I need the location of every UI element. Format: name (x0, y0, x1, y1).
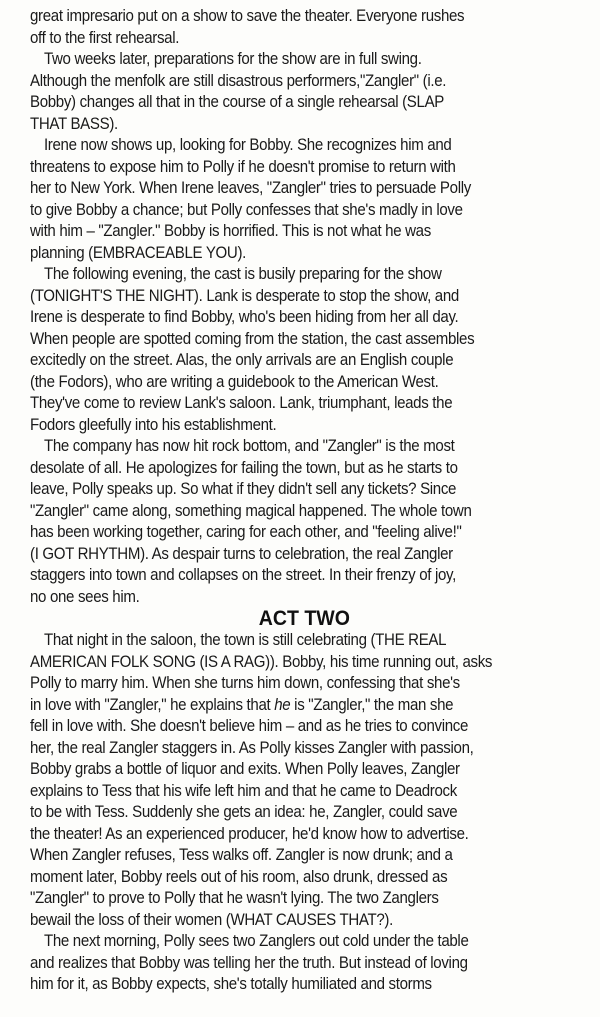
text-line: Irene now shows up, looking for Bobby. She recognizes him and (43, 136, 452, 154)
text-line: her, the real Zangler staggers in. As Polly kisses Zangler with passion, (30, 738, 474, 757)
synopsis-column (30, 6, 543, 996)
text-line: (TONIGHT'S THE NIGHT). Lank is desperate to stop the show, and (30, 286, 459, 305)
paragraph (30, 49, 543, 135)
text-line: has been working together, caring for each other, and "feeling alive!" (30, 523, 462, 541)
text-line: moment later, Bobby reels out of his room, also drunk, dressed as (30, 867, 448, 886)
text-line: in love with "Zangler," he explains that he is "Zangler," the man she (30, 695, 454, 714)
text-line: leave, Polly speaks up. So what if they didn't sell any tickets? Since (30, 480, 457, 498)
text-line: (I GOT RHYTHM). As despair turns to celebration, the real Zangler (30, 544, 453, 563)
text-line: AMERICAN FOLK SONG (IS A RAG)). Bobby, his time running out, asks (30, 652, 493, 671)
text-line: Although the menfolk are still disastrous performers,"Zangler" (i.e. (30, 71, 447, 90)
text-line: "Zangler" came along, something magical happened. The whole town (30, 501, 472, 520)
text-line: desolate of all. He apologizes for failing the town, but as he starts to (30, 458, 458, 477)
text-line: Fodors gleefully into his establishment. (30, 415, 277, 434)
text-line: her to New York. When Irene leaves, "Zangler" tries to persuade Polly (30, 179, 471, 197)
text-line: They've come to review Lank's saloon. Lank, triumphant, leads the (30, 394, 453, 412)
text-line: The next morning, Polly sees two Zanglers out cold under the table (43, 932, 469, 950)
text-line: Irene is desperate to find Bobby, who's been hiding from her all day. (30, 308, 459, 326)
text-line: staggers into town and collapses on the street. In their frenzy of joy, (30, 566, 456, 584)
text-line: That night in the saloon, the town is still celebrating (THE REAL (43, 631, 447, 649)
text-line: explains to Tess that his wife left him and that he came to Deadrock (30, 781, 457, 800)
text-line: and realizes that Bobby was telling her the truth. But instead of loving (30, 953, 468, 972)
paragraph (30, 436, 543, 608)
text-line: excitedly on the street. Alas, the only arrivals are an English couple (30, 351, 454, 369)
text-line: THAT BASS). (30, 114, 118, 133)
paragraph (30, 135, 543, 264)
text-line: The company has now hit rock bottom, and "Zangler" is the most (43, 437, 455, 455)
paragraph (30, 264, 543, 436)
text-line: great impresario put on a show to save the theater. Everyone rushes (30, 7, 465, 25)
text-line: no one sees him. (30, 587, 140, 606)
text-line: "Zangler" to prove to Polly that he wasn't lying. The two Zanglers (30, 889, 439, 907)
text-line: Polly to marry him. When she turns him down, confessing that she's (30, 674, 460, 692)
text-line: planning (EMBRACEABLE YOU). (30, 243, 247, 262)
text-line: fell in love with. She doesn't believe him – and as he tries to convince (30, 717, 469, 735)
text-line: bewail the loss of their women (WHAT CAUSES THAT?). (30, 910, 393, 929)
text-line: The following evening, the cast is busily preparing for the show (43, 265, 442, 283)
text-line: off to the first rehearsal. (30, 28, 180, 47)
text-line: Two weeks later, preparations for the show are in full swing. (43, 50, 422, 68)
text-line: When Zangler refuses, Tess walks off. Zangler is now drunk; and a (30, 846, 453, 864)
text-line: (the Fodors), who are writing a guidebook to the American West. (30, 372, 439, 391)
text-line: Bobby) changes all that in the course of a single rehearsal (SLAP (30, 93, 445, 111)
paragraph (30, 6, 543, 49)
paragraph (30, 630, 543, 931)
text-line: When people are spotted coming from the station, the cast assembles (30, 329, 475, 348)
text-line: to be with Tess. Suddenly she gets an idea: he, Zangler, could save (30, 803, 458, 821)
text-line: to give Bobby a chance; but Polly confesses that she's madly in love (30, 200, 463, 219)
text-line: threatens to expose him to Polly if he doesn't promise to return with (30, 157, 456, 176)
emphasis-text: he (274, 695, 291, 714)
text-line: him for it, as Bobby expects, she's totally humiliated and storms (30, 975, 432, 993)
section-heading: ACT TWO (258, 607, 350, 630)
text-line: Bobby grabs a bottle of liquor and exits. When Polly leaves, Zangler (30, 760, 460, 778)
text-line: the theater! As an experienced producer, he'd know how to advertise. (30, 824, 469, 843)
text-line: with him – "Zangler." Bobby is horrified. This is not what he was (30, 222, 431, 240)
paragraph (30, 931, 543, 996)
